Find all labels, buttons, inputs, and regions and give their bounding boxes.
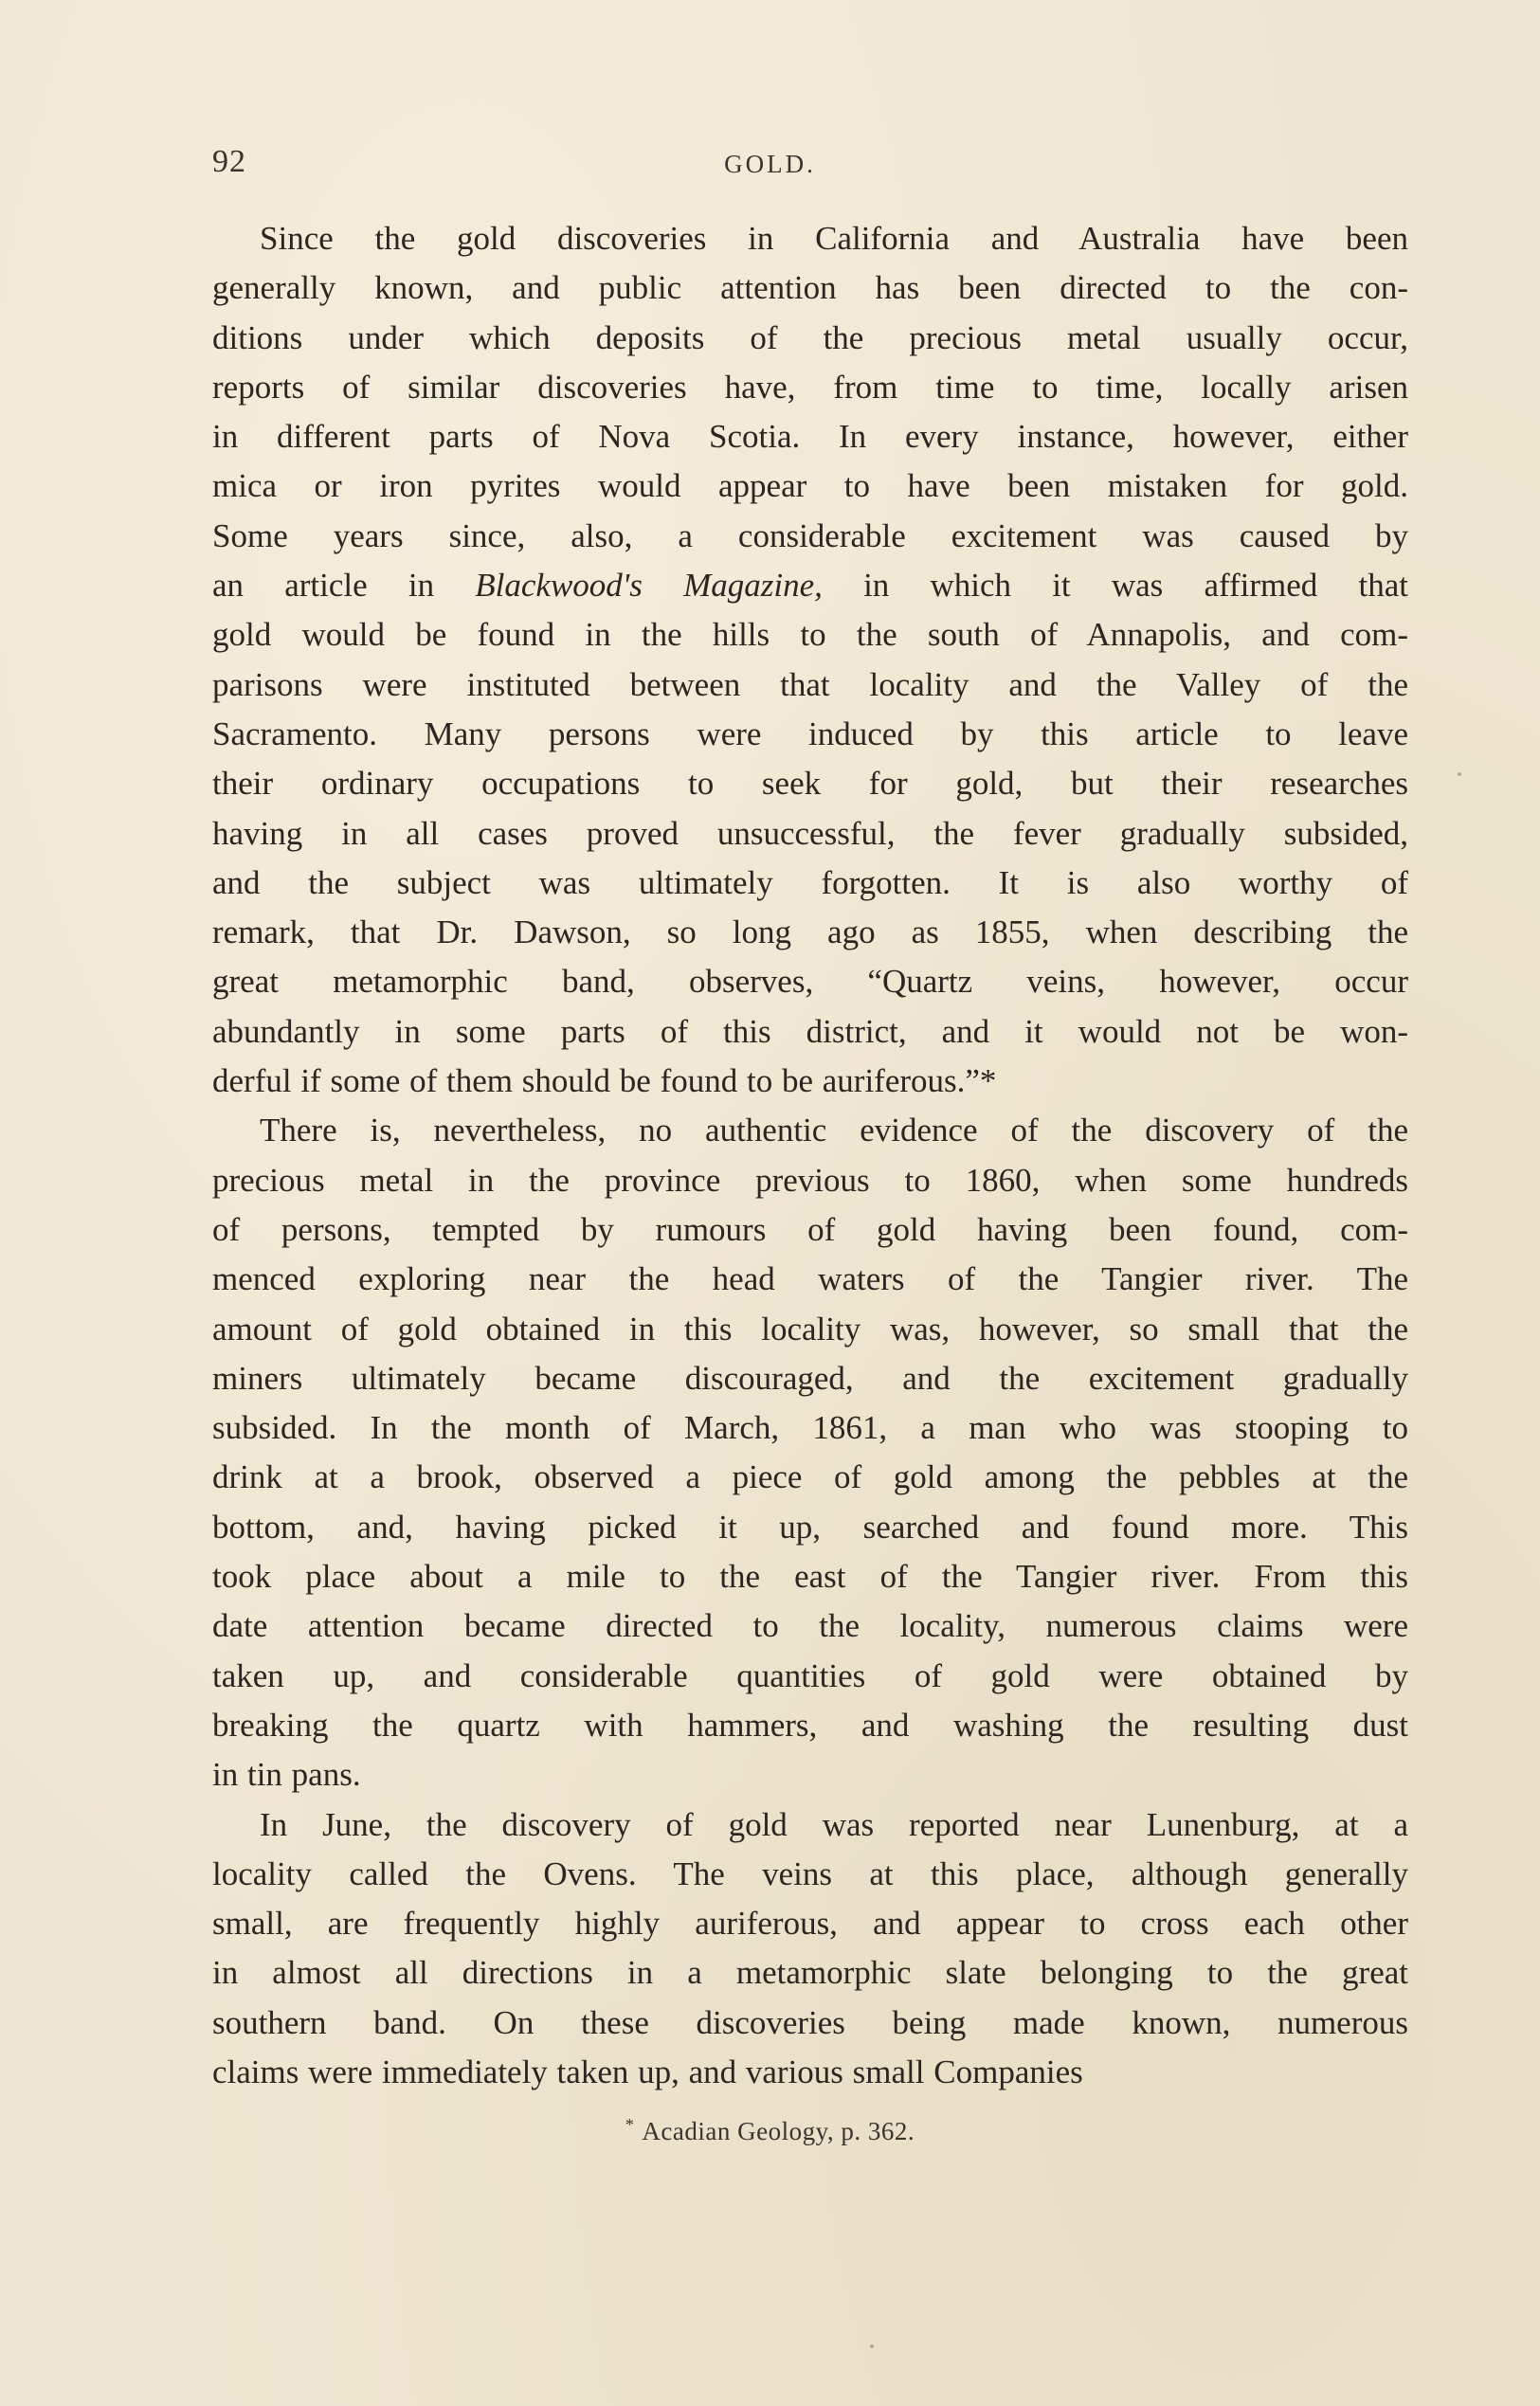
footnote	[0, 2115, 1540, 2146]
text-line: their ordinary occupations to seek for gold, but their researches	[212, 765, 1408, 803]
text-line: drink at a brook, observed a piece of gold among the pebbles at the	[212, 1458, 1408, 1496]
text-line: ditions under which deposits of the precious metal usually occur,	[212, 318, 1408, 356]
text-line: claims were immediately taken up, and various small Companies	[212, 2053, 1083, 2090]
text-segment: an article in	[212, 567, 476, 605]
text-line: generally known, and public attention has been directed to the con-	[212, 269, 1408, 307]
text-line: southern band. On these discoveries being made known, numerous	[212, 2003, 1408, 2041]
text-line: precious metal in the province previous to 1860, when some hundreds	[212, 1161, 1408, 1199]
text-line: Sacramento. Many persons were induced by this article to leave	[212, 715, 1408, 752]
text-line: and the subject was ultimately forgotten. It is also worthy of	[212, 863, 1408, 901]
text-line: Since the gold discoveries in California and Australia have been	[260, 220, 1408, 257]
text-line: subsided. In the month of March, 1861, a man who was stooping to	[212, 1409, 1408, 1447]
text-line: in tin pans.	[212, 1756, 361, 1794]
text-line: reports of similar discoveries have, from time to time, locally arisen	[212, 368, 1408, 406]
running-head	[0, 144, 1540, 182]
text-line: There is, nevertheless, no authentic evidence of the discovery of the	[260, 1112, 1408, 1149]
text-line: abundantly in some parts of this district, and it would not be won-	[212, 1012, 1408, 1050]
text-line: bottom, and, having picked it up, searched and found more. This	[212, 1508, 1408, 1546]
running-title: GOLD.	[724, 150, 816, 178]
text-line: great metamorphic band, observes, “Quartz veins, however, occur	[212, 963, 1408, 1001]
text-line: locality called the Ovens. The veins at this place, although generally	[212, 1854, 1408, 1892]
text-line: parisons were instituted between that locality and the Valley of the	[212, 665, 1408, 703]
text-line: gold would be found in the hills to the south of Annapolis, and com-	[212, 616, 1408, 654]
text-line: breaking the quartz with hammers, and washing the resulting dust	[212, 1706, 1408, 1744]
text-line: menced exploring near the head waters of the Tangier river. The	[212, 1260, 1408, 1298]
text-line: miners ultimately became discouraged, and the excitement gradually	[212, 1359, 1408, 1397]
paragraph	[212, 1106, 1408, 1800]
text-line	[212, 561, 1408, 610]
paper-speck	[1458, 772, 1461, 776]
paragraph	[212, 1800, 1408, 2098]
body-text	[212, 214, 1408, 2097]
italic-title: Blackwood's Magazine,	[475, 567, 823, 605]
text-line: small, are frequently highly auriferous, and appear to cross each other	[212, 1905, 1408, 1943]
text-line: date attention became directed to the locality, numerous claims were	[212, 1607, 1408, 1645]
text-line: of persons, tempted by rumours of gold having been found, com-	[212, 1210, 1408, 1248]
text-line: remark, that Dr. Dawson, so long ago as 1855, when describing the	[212, 914, 1408, 951]
paragraph	[212, 214, 1408, 1106]
text-line: mica or iron pyrites would appear to have been mistaken for gold.	[212, 467, 1408, 505]
text-line: amount of gold obtained in this locality was, however, so small that the	[212, 1310, 1408, 1348]
text-line: Some years since, also, a considerable excitement was caused by	[212, 516, 1408, 554]
page-number: 92	[212, 144, 246, 179]
paper-speck	[870, 2344, 874, 2348]
footnote-mark: *	[625, 2115, 635, 2134]
text-line: in different parts of Nova Scotia. In every instance, however, either	[212, 418, 1408, 456]
text-line: In June, the discovery of gold was reported near Lunenburg, at a	[260, 1805, 1408, 1843]
text-line: in almost all directions in a metamorphic slate belonging to the great	[212, 1954, 1408, 1992]
text-line: taken up, and considerable quantities of gold were obtained by	[212, 1656, 1408, 1694]
text-line: derful if some of them should be found to be auriferous.”*	[212, 1062, 997, 1100]
text-line: having in all cases proved unsuccessful, the fever gradually subsided,	[212, 814, 1408, 852]
text-line: took place about a mile to the east of the Tangier river. From this	[212, 1558, 1408, 1596]
footnote-text: Acadian Geology, p. 362.	[642, 2117, 915, 2145]
text-segment: in which it was affirmed that	[822, 567, 1408, 605]
